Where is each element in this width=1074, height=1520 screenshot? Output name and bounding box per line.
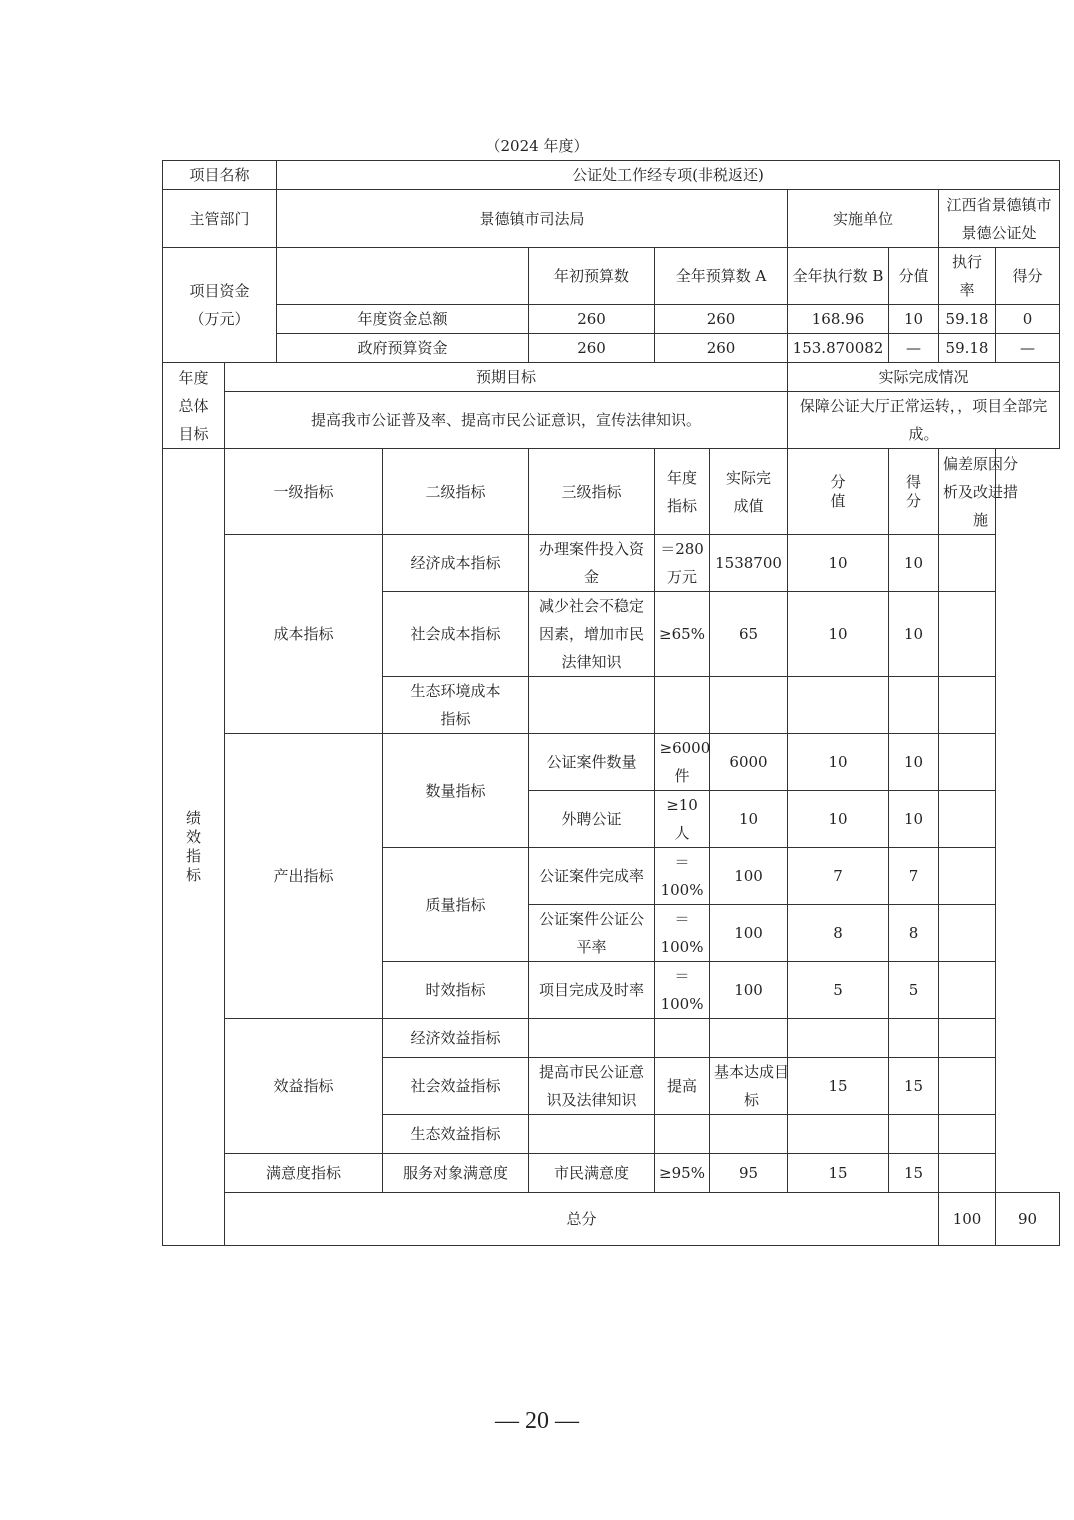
funds-row-initial: 260 (529, 305, 655, 334)
empty-cell (710, 1115, 788, 1154)
perf-row-reason (939, 848, 996, 905)
perf-header-value: 分值 (788, 449, 889, 535)
funds-header-annual: 全年预算数 A (655, 248, 788, 305)
dept-label: 主管部门 (163, 190, 277, 248)
perf-row-reason (939, 905, 996, 962)
perf-row-actual: 100 (710, 962, 788, 1019)
perf-row-target: ＝100% (655, 962, 710, 1019)
total-label: 总分 (225, 1193, 939, 1246)
perf-header-l1: 一级指标 (225, 449, 383, 535)
sub-economic-cost: 经济成本指标 (383, 535, 529, 592)
project-name-label: 项目名称 (163, 161, 277, 190)
empty-cell (889, 1019, 939, 1058)
funds-row-name: 政府预算资金 (277, 334, 529, 363)
empty-cell (655, 1115, 710, 1154)
perf-row-target: ＝280 万元 (655, 535, 710, 592)
empty-cell (939, 677, 996, 734)
funds-header-executed: 全年执行数 B (788, 248, 889, 305)
perf-row-l3: 市民满意度 (529, 1154, 655, 1193)
perf-row-value: 10 (788, 791, 889, 848)
perf-row-reason (939, 1058, 996, 1115)
perf-row-score: 10 (889, 592, 939, 677)
perf-row-target: ＝100% (655, 848, 710, 905)
funds-row-executed: 168.96 (788, 305, 889, 334)
sub-quality: 质量指标 (383, 848, 529, 962)
funds-row-score: 0 (996, 305, 1060, 334)
perf-row-reason (939, 791, 996, 848)
perf-row-target: ≥6000 件 (655, 734, 710, 791)
goals-actual-text: 保障公证大厅正常运转，，项目全部完成。 (788, 392, 1060, 449)
funds-row-score-value: — (889, 334, 939, 363)
funds-row-rate: 59.18 (939, 305, 996, 334)
empty-cell (655, 677, 710, 734)
perf-label: 绩效指标 (163, 449, 225, 1246)
perf-header-target: 年度指标 (655, 449, 710, 535)
dept-value: 景德镇市司法局 (277, 190, 788, 248)
perf-row-actual: 10 (710, 791, 788, 848)
perf-row-reason (939, 592, 996, 677)
funds-label: 项目资金（万元） (163, 248, 277, 363)
sub-social-cost: 社会成本指标 (383, 592, 529, 677)
perf-row-reason (939, 1154, 996, 1193)
sub-eco-benefit: 生态效益指标 (383, 1115, 529, 1154)
page-number: — 20 — (495, 1408, 579, 1434)
funds-header-score: 得分 (996, 248, 1060, 305)
impl-unit-label: 实施单位 (788, 190, 939, 248)
goals-expected-text: 提高我市公证普及率、提高市民公证意识，宣传法律知识。 (225, 392, 788, 449)
goals-actual-header: 实际完成情况 (788, 363, 1060, 392)
empty-cell (939, 1019, 996, 1058)
goals-label: 年度总体目标 (163, 363, 225, 449)
perf-header-actual: 实际完成值 (710, 449, 788, 535)
perf-row-score: 7 (889, 848, 939, 905)
sub-economic-benefit: 经济效益指标 (383, 1019, 529, 1058)
empty-cell (889, 1115, 939, 1154)
funds-row-score: — (996, 334, 1060, 363)
perf-row-l3: 公证案件完成率 (529, 848, 655, 905)
report-year-subtitle: （2024 年度） (485, 137, 589, 155)
empty-cell (529, 677, 655, 734)
perf-row-value: 8 (788, 905, 889, 962)
perf-header-l3: 三级指标 (529, 449, 655, 535)
perf-header-score: 得分 (889, 449, 939, 535)
empty-cell (788, 677, 889, 734)
perf-row-value: 10 (788, 734, 889, 791)
perf-row-l3: 办理案件投入资金 (529, 535, 655, 592)
perf-row-value: 7 (788, 848, 889, 905)
goals-expected-header: 预期目标 (225, 363, 788, 392)
funds-row-rate: 59.18 (939, 334, 996, 363)
project-name-value: 公证处工作经专项(非税返还) (277, 161, 1060, 190)
perf-row-reason (939, 734, 996, 791)
empty-cell (529, 1115, 655, 1154)
perf-row-actual: 100 (710, 905, 788, 962)
perf-row-actual: 6000 (710, 734, 788, 791)
perf-header-l2: 二级指标 (383, 449, 529, 535)
empty-cell (889, 677, 939, 734)
empty-cell (788, 1019, 889, 1058)
sub-timeliness: 时效指标 (383, 962, 529, 1019)
funds-row-initial: 260 (529, 334, 655, 363)
perf-row-score: 8 (889, 905, 939, 962)
perf-row-reason (939, 535, 996, 592)
sub-quantity: 数量指标 (383, 734, 529, 848)
perf-row-actual: 100 (710, 848, 788, 905)
perf-row-actual: 65 (710, 592, 788, 677)
perf-row-score: 15 (889, 1154, 939, 1193)
perf-row-reason (939, 962, 996, 1019)
perf-row-target: 提高 (655, 1058, 710, 1115)
empty-cell (710, 677, 788, 734)
perf-row-score: 10 (889, 734, 939, 791)
perf-row-value: 10 (788, 592, 889, 677)
perf-row-target: ≥10 人 (655, 791, 710, 848)
funds-row-name: 年度资金总额 (277, 305, 529, 334)
perf-row-score: 5 (889, 962, 939, 1019)
perf-row-l3: 公证案件公证公平率 (529, 905, 655, 962)
total-score: 90 (996, 1193, 1060, 1246)
perf-row-l3: 减少社会不稳定因素，增加市民法律知识 (529, 592, 655, 677)
perf-row-actual: 1538700 (710, 535, 788, 592)
perf-row-score: 10 (889, 791, 939, 848)
sub-eco-cost: 生态环境成本指标 (383, 677, 529, 734)
perf-row-target: ＝100% (655, 905, 710, 962)
funds-header-initial: 年初预算数 (529, 248, 655, 305)
funds-row-annual: 260 (655, 305, 788, 334)
perf-row-actual: 基本达成目标 (710, 1058, 788, 1115)
funds-row-annual: 260 (655, 334, 788, 363)
empty-cell (529, 1019, 655, 1058)
group-satisfaction: 满意度指标 (225, 1154, 383, 1193)
perf-row-score: 10 (889, 535, 939, 592)
funds-row-score-value: 10 (889, 305, 939, 334)
performance-table (162, 160, 1060, 1246)
perf-row-score: 15 (889, 1058, 939, 1115)
group-cost: 成本指标 (225, 535, 383, 734)
perf-row-value: 15 (788, 1058, 889, 1115)
empty-cell (655, 1019, 710, 1058)
funds-header-rate: 执行率 (939, 248, 996, 305)
sub-service-satisfaction: 服务对象满意度 (383, 1154, 529, 1193)
perf-row-target: ≥65% (655, 592, 710, 677)
perf-row-value: 15 (788, 1154, 889, 1193)
total-value: 100 (939, 1193, 996, 1246)
perf-row-l3: 公证案件数量 (529, 734, 655, 791)
perf-row-actual: 95 (710, 1154, 788, 1193)
impl-unit-value: 江西省景德镇市景德公证处 (939, 190, 1060, 248)
empty-cell (939, 1115, 996, 1154)
perf-row-l3: 项目完成及时率 (529, 962, 655, 1019)
group-benefit: 效益指标 (225, 1019, 383, 1154)
perf-row-target: ≥95% (655, 1154, 710, 1193)
empty-cell (788, 1115, 889, 1154)
empty-cell (710, 1019, 788, 1058)
funds-header-blank (277, 248, 529, 305)
perf-row-l3: 外聘公证 (529, 791, 655, 848)
group-output: 产出指标 (225, 734, 383, 1019)
perf-row-l3: 提高市民公证意识及法律知识 (529, 1058, 655, 1115)
perf-header-reason: 偏差原因分析及改进措施 (939, 449, 996, 535)
sub-social-benefit: 社会效益指标 (383, 1058, 529, 1115)
perf-row-value: 5 (788, 962, 889, 1019)
funds-header-score-value: 分值 (889, 248, 939, 305)
funds-row-executed: 153.870082 (788, 334, 889, 363)
perf-row-value: 10 (788, 535, 889, 592)
